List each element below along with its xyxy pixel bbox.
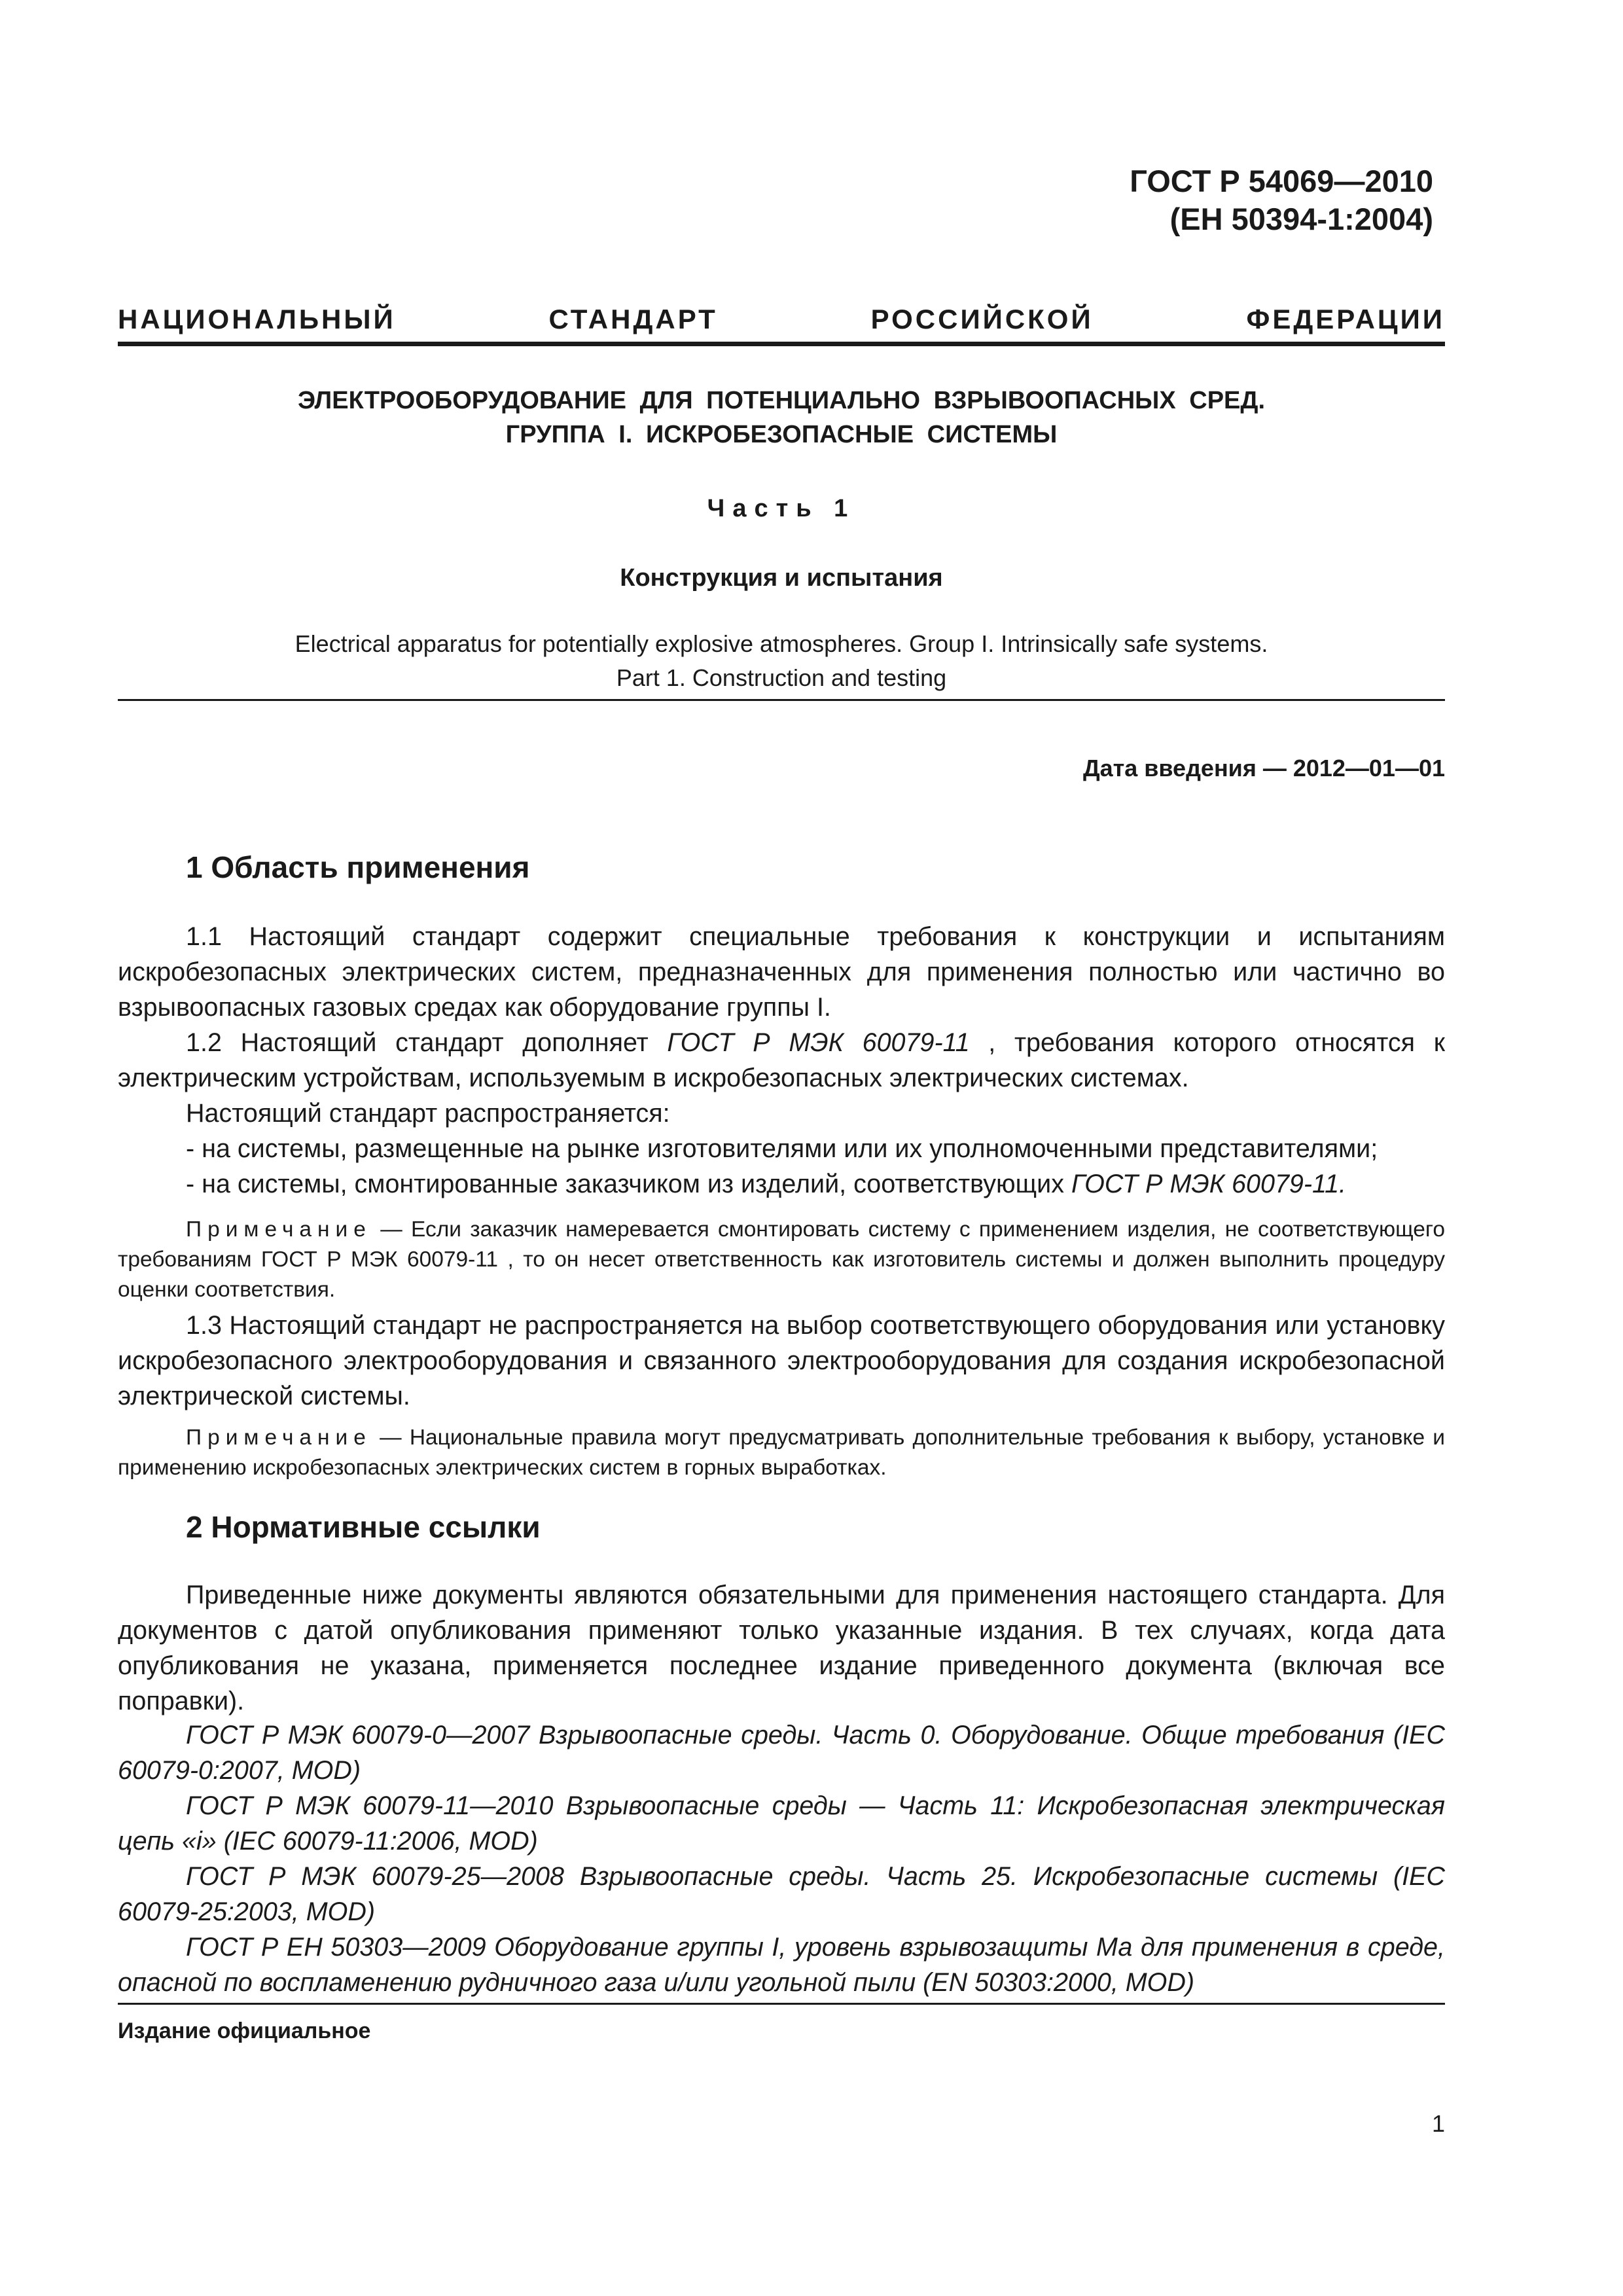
reference-item: ГОСТ Р МЭК 60079-25—2008 Взрывоопасные среды. Часть 25. Искробезопасные системы (IEC 60079-25:2003, MOD) — [118, 1862, 1445, 1926]
gost-number: ГОСТ Р 54069—2010 — [1130, 164, 1433, 198]
part-subtitle: Конструкция и испытания — [620, 564, 943, 592]
document-code — [1130, 162, 1433, 238]
english-title-line-2: Part 1. Construction and testing — [616, 664, 947, 691]
note-2 — [118, 1423, 1445, 1483]
standard-title — [118, 384, 1445, 452]
english-title — [118, 627, 1445, 695]
english-title-line-1: Electrical apparatus for potentially explosive atmospheres. Group I. Intrinsically safe systems. — [294, 630, 1268, 657]
clause-1-3: 1.3 Настоящий стандарт не распространяется на выбор соответствующего оборудования или установку искробезопасного электрооборудования и связанного электрооборудования для создания искробезопасной электрической системы. — [118, 1311, 1445, 1410]
standard-title-line-1: ЭЛЕКТРООБОРУДОВАНИЕ ДЛЯ ПОТЕНЦИАЛЬНО ВЗРЫВООПАСНЫХ СРЕД. — [297, 387, 1266, 414]
footer-divider — [118, 2003, 1445, 2005]
note-1-text: — Если заказчик намеревается смонтировать систему с применением изделия, не соответствующего требованиям ГОСТ Р МЭК 60079-11 , то он несет ответственность как изготовитель системы и должен выполнить процедуру оценки соответствия. — [118, 1217, 1445, 1302]
official-edition-label: Издание официальное — [118, 2018, 371, 2043]
header-divider — [118, 342, 1445, 346]
national-standard-title: НАЦИОНАЛЬНЫЙ СТАНДАРТ РОССИЙСКОЙ ФЕДЕРАЦИИ — [118, 304, 1445, 334]
scope-item-2 — [118, 1166, 1445, 1202]
part-number: Часть 1 — [707, 495, 856, 522]
note-1-label: Примечание — [186, 1217, 372, 1242]
normative-references-intro: Приведенные ниже документы являются обязательными для применения настоящего стандарта. Для документов с датой опубликования применяют только указанные издания. В тех случаях, когда дата опубликования не указана, применяется последнее издание приведенного документа (включая все поправки). — [118, 1581, 1445, 1715]
note-2-text: — Национальные правила могут предусматривать дополнительные требования к выбору, установке и применению искробезопасных электрических систем в горных выработках. — [118, 1426, 1445, 1480]
title-divider — [118, 699, 1445, 701]
introduction-date: Дата введения — 2012—01—01 — [1082, 755, 1445, 781]
standard-title-line-2: ГРУППА I. ИСКРОБЕЗОПАСНЫЕ СИСТЕМЫ — [505, 421, 1058, 448]
clause-1-2-reference: ГОСТ Р МЭК 60079-11 — [667, 1028, 970, 1057]
scope-item-1: - на системы, размещенные на рынке изготовителями или их уполномоченными представителями; — [186, 1134, 1378, 1163]
reference-item: ГОСТ Р МЭК 60079-0—2007 Взрывоопасные среды. Часть 0. Оборудование. Общие требования (IEC 60079-0:2007, MOD) — [118, 1721, 1445, 1785]
clause-1-2-text-a: 1.2 Настоящий стандарт дополняет — [186, 1028, 668, 1057]
scope-intro: Настоящий стандарт распространяется: — [186, 1099, 670, 1128]
en-number: (ЕН 50394-1:2004) — [1169, 202, 1433, 236]
note-2-label: Примечание — [186, 1426, 372, 1450]
page-number: 1 — [1431, 2110, 1445, 2137]
scope-item-2-text: - на системы, смонтированные заказчиком из изделий, соответствующих — [186, 1170, 1071, 1198]
clause-1-2-text-b: , требования которого относятся к электрическим устройствам, используемым в искробезопасных электрических системах. — [118, 1028, 1445, 1092]
reference-item: ГОСТ Р ЕН 50303—2009 Оборудование группы I, уровень взрывозащиты Ма для применения в среде, опасной по воспламенению рудничного газа и/или угольной пыли (EN 50303:2000, MOD) — [118, 1933, 1445, 1997]
section-1-heading: 1 Область применения — [186, 850, 530, 884]
reference-item: ГОСТ Р МЭК 60079-11—2010 Взрывоопасные среды — Часть 11: Искробезопасная электрическая цепь «i» (IEC 60079-11:2006, MOD) — [118, 1791, 1445, 1856]
note-1 — [118, 1215, 1445, 1305]
clause-1-2 — [118, 1025, 1445, 1096]
scope-item-2-reference: ГОСТ Р МЭК 60079-11. — [1071, 1170, 1347, 1198]
clause-1-1: 1.1 Настоящий стандарт содержит специальные требования к конструкции и испытаниям искробезопасных электрических систем, предназначенных для применения полностью или частично во взрывоопасных газовых средах как оборудование группы I. — [118, 922, 1445, 1022]
section-2-heading: 2 Нормативные ссылки — [186, 1510, 541, 1544]
